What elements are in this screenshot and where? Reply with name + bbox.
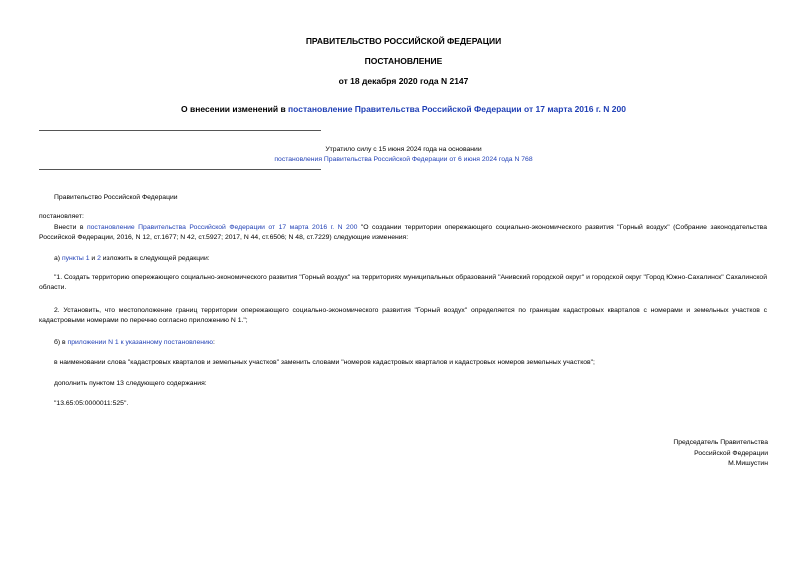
org-heading: ПРАВИТЕЛЬСТВО РОССИЙСКОЙ ФЕДЕРАЦИИ: [305, 36, 502, 46]
new-point-2: 2. Установить, что местоположение границ территории опережающего социально-экономического развития "Горный воздух" определяется по границам кадастровых кварталов с номерами и земельных участков с кадастровыми номерами по перечню согласно приложению N 1.";: [39, 307, 767, 324]
repeal-notice-text: Утратило силу с 15 июня 2024 года на основании: [325, 146, 482, 153]
gov-line: Правительство Российской Федерации: [54, 194, 178, 201]
date-number: от 18 декабря 2020 года N 2147: [338, 76, 469, 86]
item-a-link-1[interactable]: пункты 1: [61, 255, 90, 262]
repeal-notice-link[interactable]: постановления Правительства Российской Федерации от 6 июня 2024 года N 768: [274, 155, 533, 163]
signature-block: [673, 438, 768, 470]
intro-paragraph: Внести в постановление Правительства Российской Федерации от 17 марта 2016 г. N 200 "О создании территории опережающего социально-экономического развития "Горный воздух" (Собрание законодательства Российской Федерации, 2016, N 12, ст.1677; N 42, ст.5927; 2017, N 44, ст.6506; N 48, ст.7229) следующие изменения:: [39, 224, 767, 241]
title-prefix: О внесении изменений в: [181, 104, 289, 114]
rule-bottom: [39, 169, 321, 170]
decrees-line: постановляет:: [39, 213, 84, 220]
title-link[interactable]: постановление Правительства Российской Федерации от 17 марта 2016 г. N 200: [288, 104, 626, 114]
document-title: [0, 104, 807, 114]
signature-position-2: Российской Федерации: [694, 449, 768, 457]
item-b-change-2: дополнить пунктом 13 следующего содержания:: [54, 380, 207, 387]
item-b-change-1: в наименовании слова "кадастровых кварталов и земельных участков" заменить словами "номеров кадастровых кварталов и кадастровых номеров земельных участков";: [54, 359, 595, 366]
item-b-link[interactable]: приложении N 1 к указанному постановлению: [67, 339, 213, 346]
signature-position: Председатель Правительства: [673, 439, 768, 446]
item-a-link-2[interactable]: 2: [97, 255, 101, 262]
item-a: а) пункты 1 и 2 изложить в следующей редакции:: [54, 255, 210, 262]
doc-type-heading: ПОСТАНОВЛЕНИЕ: [364, 56, 443, 66]
item-b: б) в приложении N 1 к указанному постановлению:: [54, 339, 215, 346]
repeal-notice: [0, 145, 807, 164]
rule-top: [39, 130, 321, 131]
intro-link[interactable]: постановление Правительства Российской Федерации от 17 марта 2016 г. N 200: [86, 224, 358, 231]
new-point-1: "1. Создать территорию опережающего социально-экономического развития "Горный воздух" на территориях муниципальных образований "Анивский городской округ" и городской округ "Город Южно-Сахалинск" Сахалинской области.: [39, 274, 767, 291]
item-b-change-3: "13.65:05:0000011:525".: [54, 400, 129, 407]
signature-name: М.Мишустин: [728, 460, 768, 467]
